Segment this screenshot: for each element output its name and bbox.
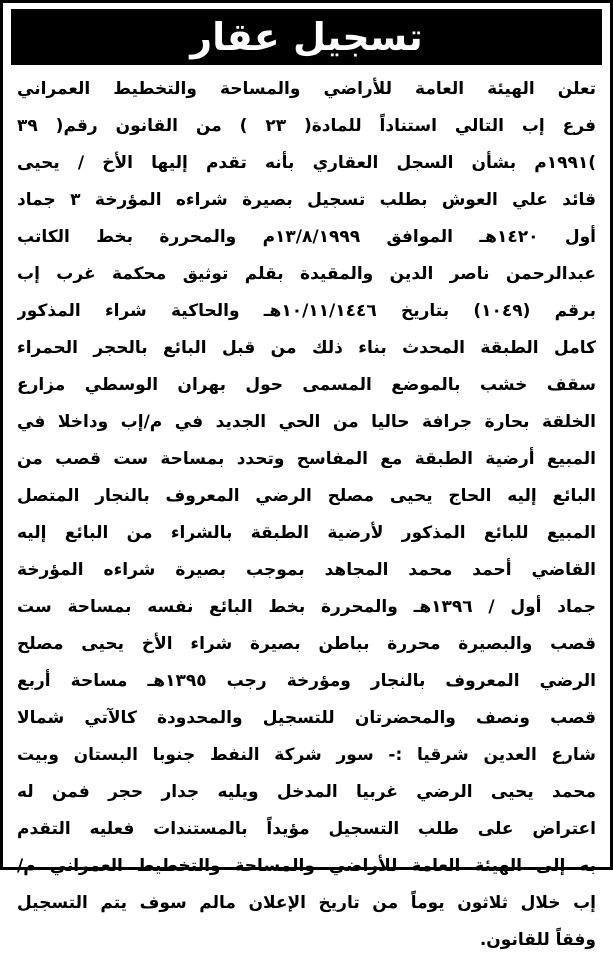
notice-header [11,9,602,65]
notice-line: اعتراض على طلب التسجيل مؤيداً بالمستندات فعليه التقدم [17,819,596,839]
notice-title: تسجيل عقار [190,15,423,59]
notice-line: برقم (١٠٤٩) بتاريخ ١٠/١١/١٤٤٦هـ والحاكية شراء المذكور [17,301,596,321]
notice-line: المبيع للبائع المذكور لأرضية الطبقة بالشراء من البائع إليه [17,523,596,543]
notice-line: إب خلال ثلاثون يوماً من تاريخ الإعلان مالم سوف يتم التسجيل [17,893,596,913]
notice-line: محمد يحيى الرضي غربيا المدخل ويليه جدار حجر فمن له [17,782,596,802]
notice-line: فرع إب التالي استناداً للمادة( ٢٣ ) من القانون رقم( ٣٩ [17,116,596,136]
notice-line: تعلن الهيئة العامة للأراضي والمساحة والتخطيط العمراني [17,79,596,99]
notice-line: أول ١٤٢٠هـ الموافق ١٣/٨/١٩٩٩م والمحررة بخط الكاتب [17,227,596,247]
notice-line: كامل الطبقة المحدث بناء ذلك من قبل البائع بالحجر الحمراء [17,338,596,358]
notice-line: سقف خشب بالموضع المسمى حول بهران الوسطي مزارع [17,375,596,395]
notice-line: شارع العدين شرقيا :- سور شركة النفط جنوبا البستان وبيت [17,745,596,765]
notice-line: البائع إليه الحاج يحيى مصلح الرضي المعروف بالنجار المتصل [17,486,596,506]
notice-line: الرضي المعروف بالنجار ومؤرخة رجب ١٣٩٥هـ مساحة أربع [17,671,596,691]
notice-body [11,71,602,959]
notice-line: قصب والبصيرة محررة بباطن بصيرة شراء الأخ يحيى مصلح [17,634,596,654]
notice-line: القاضي أحمد محمد المجاهد بموجب بصيرة شراءه المؤرخة [17,560,596,580]
notice-line: جماد أول / ١٣٩٦هـ والمحررة بخط البائع نفسه بمساحة ست [17,597,596,617]
notice-line: )١٩٩١م بشأن السجل العقاري بأنه تقدم إليها الأخ / يحيى [17,153,596,173]
notice-line: به إلى الهيئة العامة للأراضي والمساحة والتخطيط العمراني م/ [17,856,596,876]
notice-line: وفقاً للقانون. [479,930,596,950]
notice-line: عبدالرحمن ناصر الدين والمقيدة بقلم توثيق محكمة غرب إب [17,264,596,284]
notice-line: المبيع أرضية الطبقة مع المفاسح وتحدد بمساحة ست قصب من [17,449,596,469]
notice-line: قائد علي العوش بطلب تسجيل بصيرة شراءه المؤرخة ٣ جماد [17,190,596,210]
notice-line: قصب ونصف والمحضرتان للتسجيل والمحدودة كالآتي شمالا [17,708,596,728]
notice-line: الخلقة بحارة جرافة حاليا من الحي الجديد في م/إب وداخلا في [17,412,596,432]
